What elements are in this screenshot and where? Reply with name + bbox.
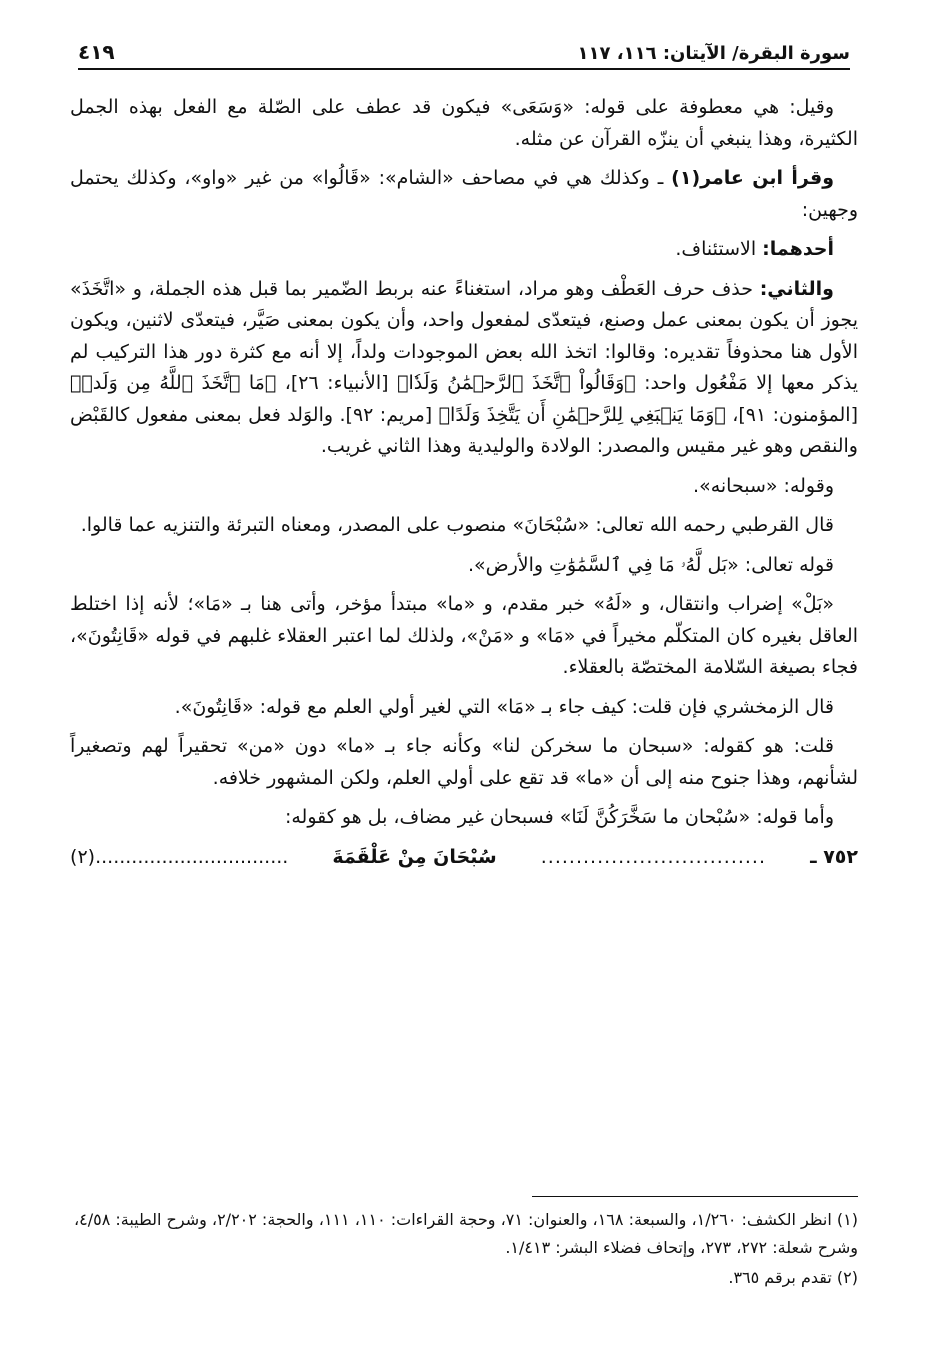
paragraph xyxy=(70,802,858,834)
paragraph-text: قال الزمخشري فإن قلت: كيف جاء بـ «مَا» التي لغير أولي العلم مع قوله: «قَانِتُونَ». xyxy=(174,695,834,718)
footnote-separator xyxy=(532,1196,858,1197)
paragraph-text: وأما قوله: «سُبْحان ما سَخَّرَكُنَّ لَنَا» فسبحان غير مضاف، بل هو كقوله: xyxy=(284,806,834,828)
poetry-verse xyxy=(70,842,858,874)
footnotes xyxy=(70,1206,858,1294)
paragraph xyxy=(70,92,858,155)
verse-ellipsis-right: ................................ xyxy=(540,845,767,868)
paragraph xyxy=(70,589,858,684)
running-header xyxy=(78,30,850,70)
paragraph-text: وقيل: هي معطوفة على قوله: «وَسَعَى» فيكون قد عطف على الصّلة مع الفعل بهذه الجمل الكثيرة، وهذا ينبغي أن ينزّه القرآن عن مثله. xyxy=(70,96,858,150)
paragraph-lead: والثاني: xyxy=(759,277,834,300)
paragraph xyxy=(70,550,858,582)
paragraph-text: قلت: هو كقوله: «سبحان ما سخركن لنا» وكأنه جاء بـ «ما» دون «من» تحقيراً لهم وتصغيراً لشأنهم، وهذا جنوح منه إلى أن «ما» قد تقع على أولي العلم، ولكن المشهور خلافه. xyxy=(70,735,858,789)
main-text xyxy=(70,92,858,873)
paragraph xyxy=(70,234,858,266)
verse-hemistich: سُبْحَانَ مِنْ عَلْقَمَةَ xyxy=(332,845,497,868)
paragraph xyxy=(70,510,858,542)
paragraph-text: قال القرطبي رحمه الله تعالى: «سُبْحَانَ» منصوب على المصدر، ومعناه التبرئة والتنزيه عما قالوا. xyxy=(80,514,834,536)
paragraph-text: «بَلْ» إضراب وانتقال، و «لَهُ» خبر مقدم، و «ما» مبتدأ مؤخر، وأتى هنا بـ «مَا»؛ لأنه إذا اختلط العاقل بغيره كان المتكلّم مخيراً في «مَا» و «مَنْ»، ولذلك لما اعتبر العقلاء غلبهم في قوله «قَانِتُونَ»، فجاء بصيغة السّلامة المختصّة بالعقلاء. xyxy=(70,593,858,678)
paragraph-text: ـ وكذلك هي في مصاحف «الشام»: «قَالُوا» من غير «واو»، وكذلك يحتمل وجهين: xyxy=(70,167,858,221)
paragraph xyxy=(70,692,858,724)
paragraph-lead: وقرأ ابن عامر(١) xyxy=(671,167,835,189)
paragraph-text: حذف حرف العَطْف وهو مراد، استغناءً عنه بربط الضّمير بما قبل هذه الجملة، و «اتَّخَذَ» يجوز أن يكون بمعنى عمل وصنع، فيتعدّى لمفعول واحد، وأن يكون بمعنى صَيَّر، فيتعدّى لاثنين، ويكون الأول هنا محذوفاً تقديره: وقالوا: اتخذ الله بعض الموجودات ولداً، إلا أنه مع كثرة دور هذا التركيب لم يذكر معها إلا مَفْعُول واحد: ﴿وَقَالُواْ ٱتَّخَذَ ٱلرَّحۡمَٰنُ وَلَدٗا﴾ [الأنبياء: ٢٦]، ﴿مَا ٱتَّخَذَ ٱللَّهُ مِن وَلَدٖ﴾ [المؤمنون: ٩١]، ﴿وَمَا يَنۢبَغِي لِلرَّحۡمَٰنِ أَن يَتَّخِذَ وَلَدًا﴾ [مريم: ٩٢]. والوَلد فعل بمعنى مفعول كالقَبْض والنقص وهو غير مقيس والمصدر: الولادة والوليدية وهذا الثاني غريب. xyxy=(70,277,859,457)
paragraph-text: قوله تعالى: «بَل لَّهُۥ مَا فِي ٱلسَّمَٰوَٰتِ والأرض». xyxy=(468,553,834,576)
paragraph xyxy=(70,731,858,794)
paragraph xyxy=(70,471,858,503)
verse-ellipsis-left: (٢)................................ xyxy=(70,845,289,868)
header-title: سورة البقرة/ الآيتان: ١١٦، ١١٧ xyxy=(577,43,850,64)
paragraph-text: الاستئناف. xyxy=(675,238,763,260)
footnote: (١) انظر الكشف: ١/٢٦٠، والسبعة: ١٦٨، والعنوان: ٧١، وحجة القراءات: ١١٠، ١١١، والحجة: ٢/٢٠٢، وشرح الطيبة: ٤/٥٨، وشرح شعلة: ٢٧٢، ٢٧٣، وإتحاف فضلاء البشر: ١/٤١٣. xyxy=(73,1210,858,1257)
page-number: ٤١٩ xyxy=(78,40,115,64)
verse-number: ٧٥٢ ـ xyxy=(810,845,858,868)
paragraph xyxy=(70,163,858,226)
paragraph-text: وقوله: «سبحانه». xyxy=(693,474,834,497)
paragraph-lead: أحدهما: xyxy=(762,238,834,260)
footnote: (٢) تقدم برقم ٣٦٥. xyxy=(728,1268,858,1287)
paragraph xyxy=(70,274,858,463)
